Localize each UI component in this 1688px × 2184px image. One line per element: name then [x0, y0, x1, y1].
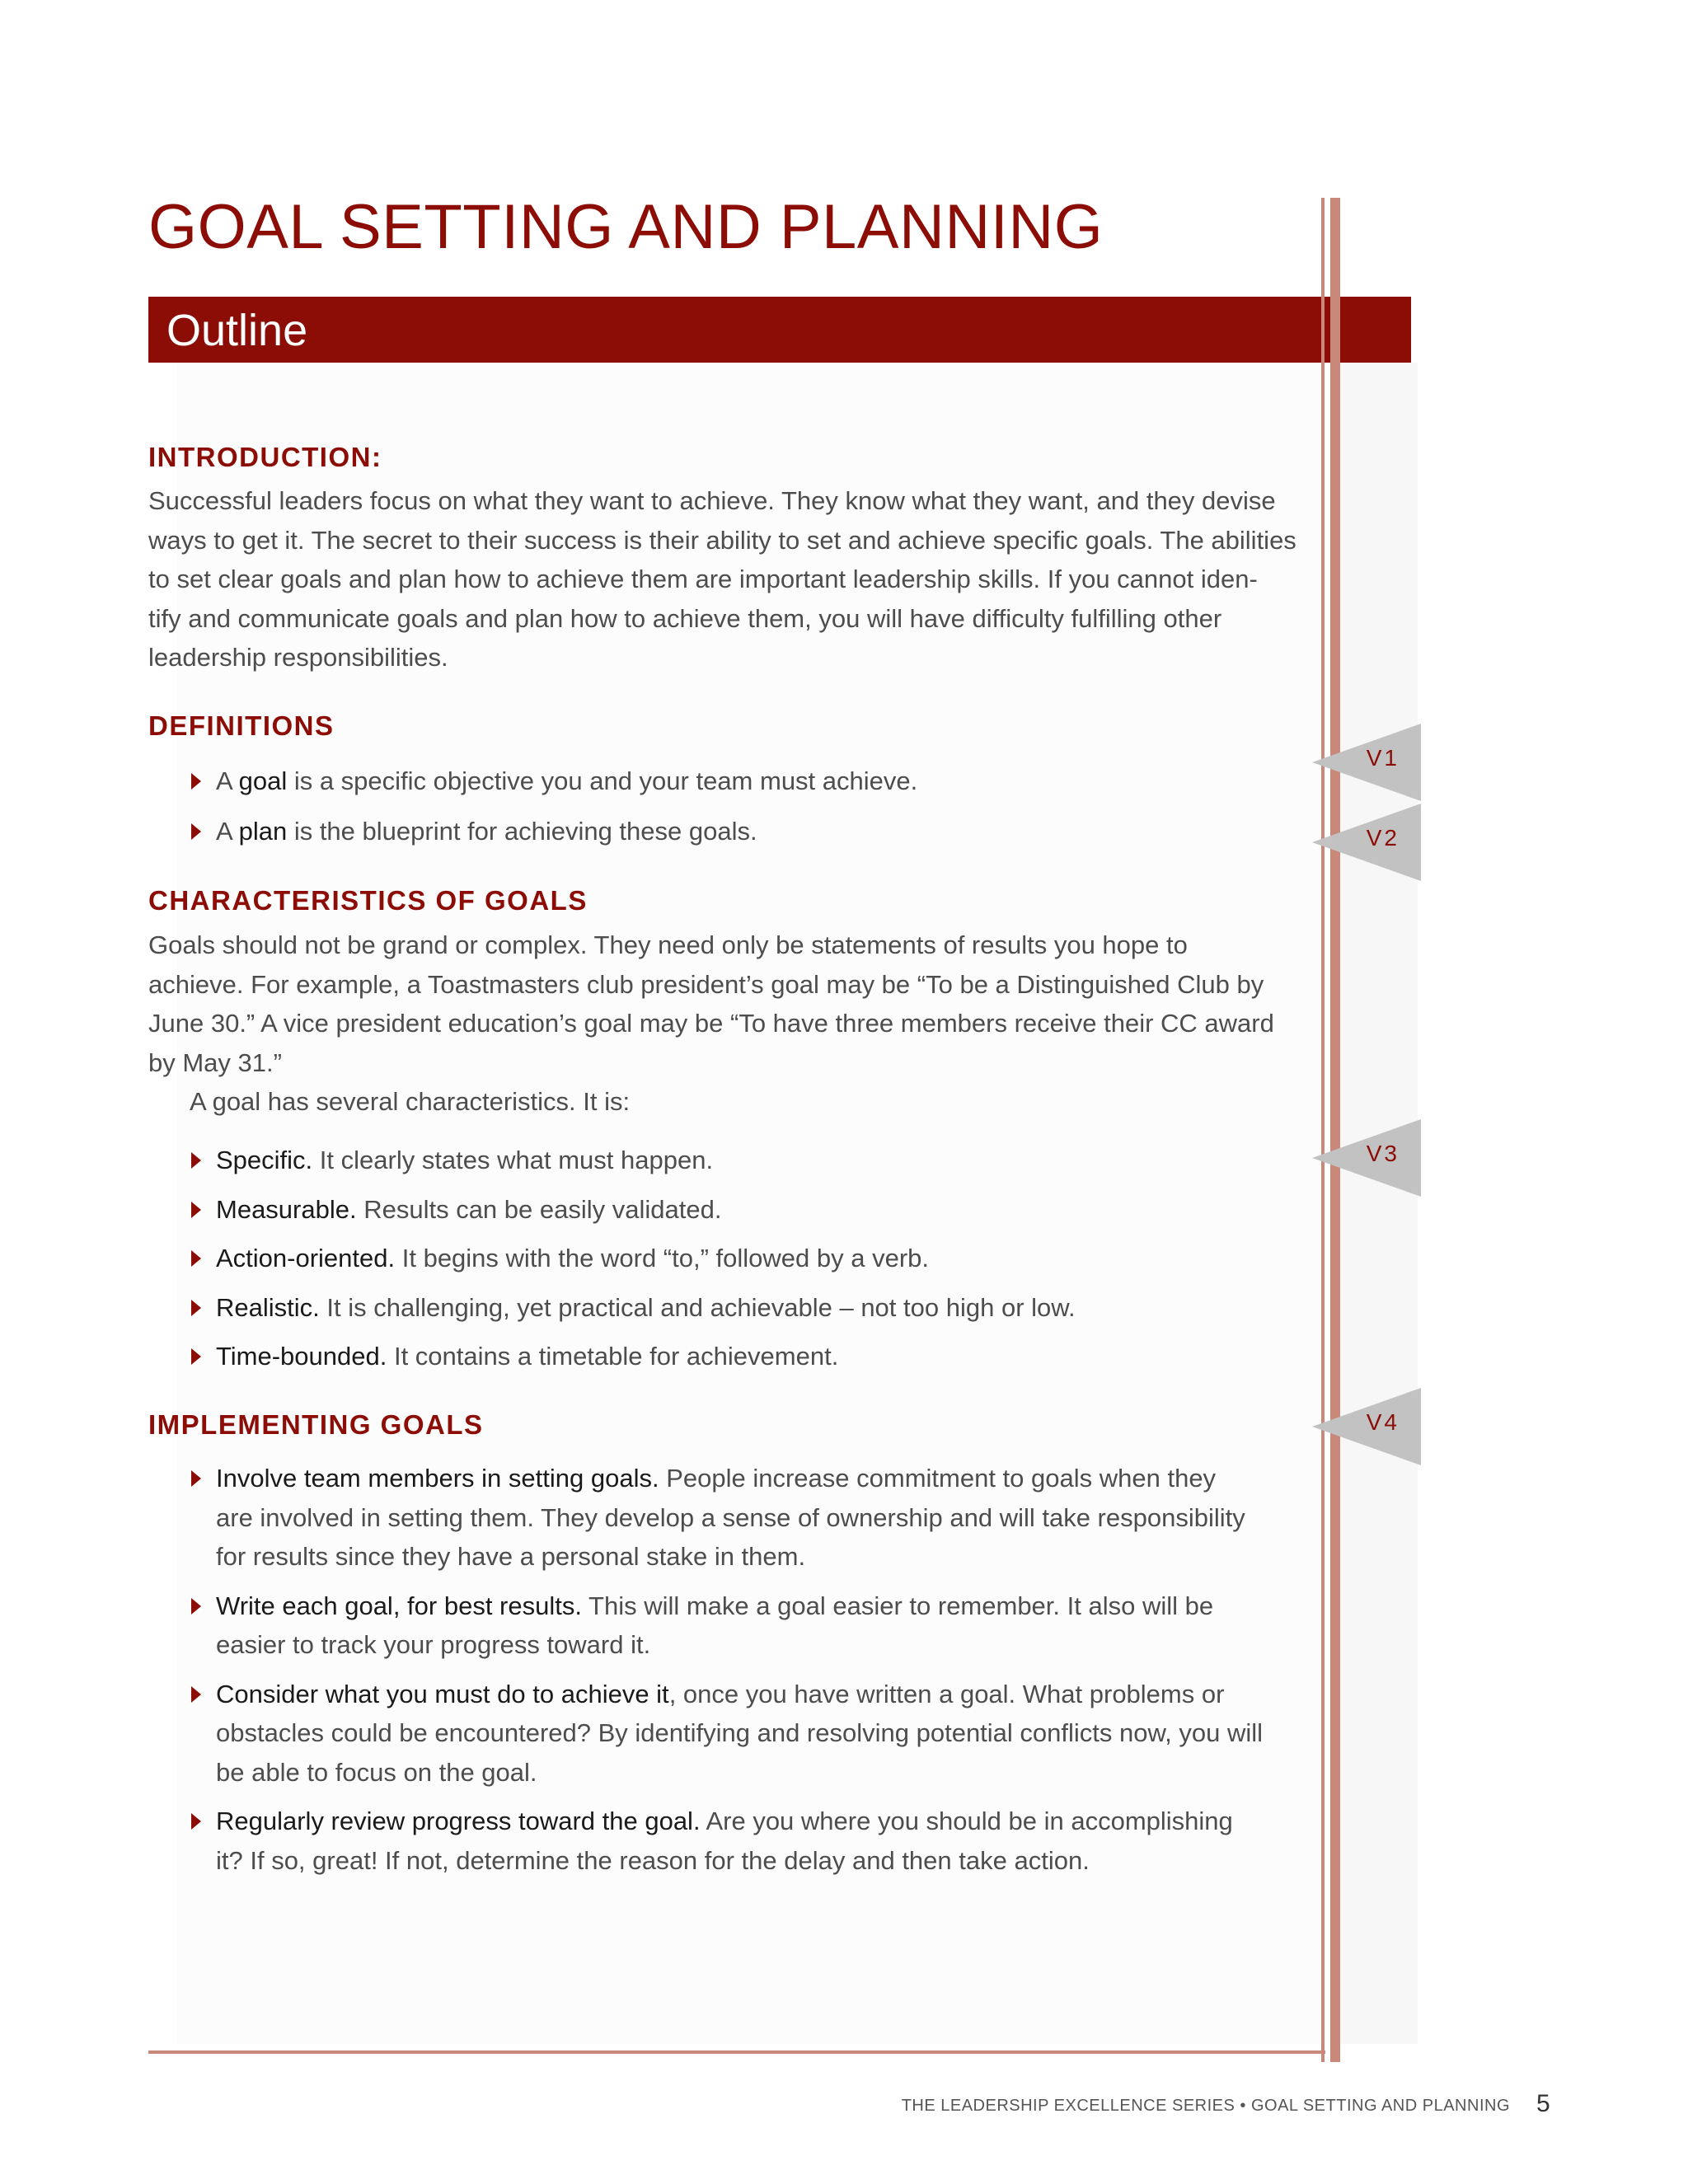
bullet-triangle-icon [191, 1152, 201, 1169]
introduction-line: to set clear goals and plan how to achieve them are important leadership skills. If you cannot iden- [148, 565, 1258, 593]
list-item: Regularly review progress toward the goal. Are you where you should be in accomplishing it? If so, great! If not, determine the reason for the delay and then take action. [190, 1802, 1302, 1880]
bottom-rule [148, 2050, 1325, 2054]
characteristics-line: achieve. For example, a Toastmasters club president’s goal may be “To be a Distinguished Club by [148, 969, 1264, 999]
footer-series-text: THE LEADERSHIP EXCELLENCE SERIES • GOAL SETTING AND PLANNING [901, 2097, 1510, 2115]
v2-marker-label: V2 [1366, 825, 1400, 851]
characteristics-line: Goals should not be grand or complex. They need only be statements of results you hope to [148, 930, 1188, 959]
characteristics-heading: CHARACTERISTICS OF GOALS [148, 885, 588, 916]
list-item: Involve team members in setting goals. People increase commitment to goals when they are involved in setting them. They develop a sense of ownership and will take responsibility for results since they have a personal stake in them. [190, 1459, 1302, 1577]
list-item: Consider what you must do to achieve it, once you have written a goal. What problems or obstacles could be encountered? By identifying and resolving potential conflicts now, you will be able to focus on the goal. [190, 1675, 1302, 1793]
v1-marker-label: V1 [1366, 745, 1400, 771]
outline-banner [148, 297, 1411, 363]
implementing-term: Regularly review progress toward the goal. [216, 1807, 701, 1835]
introduction-body [148, 481, 1302, 677]
implementing-term: Involve team members in setting goals. [216, 1464, 659, 1493]
bullet-triangle-icon [191, 1598, 201, 1615]
list-item: Action-oriented. It begins with the word “to,” followed by a verb. [190, 1239, 1302, 1278]
list-item: A goal is a specific objective you and your team must achieve. [190, 762, 1302, 801]
characteristics-list [190, 1141, 1302, 1376]
bullet-triangle-icon [191, 1202, 201, 1218]
bullet-triangle-icon [191, 1470, 201, 1487]
v3-marker-label: V3 [1366, 1141, 1400, 1166]
list-item: Specific. It clearly states what must happen. [190, 1141, 1302, 1180]
characteristics-line: by May 31.” [148, 1047, 282, 1077]
v4-marker [1312, 1388, 1421, 1465]
characteristics-line: June 30.” A vice president education’s goal may be “To have three members receive their CC award [148, 1009, 1274, 1038]
page-number: 5 [1536, 2090, 1550, 2117]
list-item: Time-bounded. It contains a timetable for achievement. [190, 1337, 1302, 1376]
bullet-triangle-icon [191, 823, 201, 840]
implementing-heading: IMPLEMENTING GOALS [148, 1409, 484, 1440]
characteristic-term: Action-oriented. [216, 1244, 396, 1272]
introduction-line: ways to get it. The secret to their success is their ability to set and achieve specific goals. The abilities [148, 525, 1296, 555]
characteristics-intro: A goal has several characteristics. It is: [190, 1087, 631, 1116]
outline-label: Outline [166, 306, 308, 355]
definition-term: plan [238, 816, 288, 846]
list-item: Realistic. It is challenging, yet practical and achievable – not too high or low. [190, 1288, 1302, 1328]
definition-term: goal [238, 766, 288, 795]
v3-marker [1312, 1119, 1421, 1197]
implementing-list [190, 1459, 1302, 1880]
characteristic-term: Time-bounded. [216, 1342, 387, 1371]
bullet-triangle-icon [191, 1300, 201, 1316]
introduction-line: tify and communicate goals and plan how to achieve them, you will have difficulty fulfilling other [148, 603, 1222, 633]
implementing-term: Write each goal, for best results. [216, 1591, 582, 1620]
characteristic-term: Measurable. [216, 1194, 357, 1224]
margin-panel [1335, 363, 1418, 2044]
v1-marker [1312, 724, 1421, 801]
definitions-heading: DEFINITIONS [148, 710, 335, 741]
introduction-heading: INTRODUCTION: [148, 442, 382, 472]
introduction-line: leadership responsibilities. [148, 643, 448, 672]
bullet-triangle-icon [191, 1250, 201, 1267]
bullet-triangle-icon [191, 773, 201, 790]
implementing-term: Consider what you must do to achieve it [216, 1679, 669, 1708]
introduction-line: Successful leaders focus on what they want to achieve. They know what they want, and they devise [148, 486, 1276, 515]
characteristics-body [148, 926, 1302, 1122]
characteristic-term: Realistic. [216, 1292, 320, 1322]
v4-marker-label: V4 [1366, 1409, 1400, 1435]
bullet-triangle-icon [191, 1348, 201, 1365]
list-item: A plan is the blueprint for achieving these goals. [190, 812, 1302, 851]
definitions-list [190, 762, 1302, 851]
page-title: GOAL SETTING AND PLANNING [148, 192, 1104, 262]
characteristic-term: Specific. [216, 1146, 313, 1174]
bullet-triangle-icon [191, 1813, 201, 1830]
v2-marker [1312, 804, 1421, 881]
list-item: Write each goal, for best results. This will make a goal easier to remember. It also will be easier to track your progress toward it. [190, 1586, 1302, 1665]
bullet-triangle-icon [191, 1686, 201, 1703]
list-item: Measurable. Results can be easily validated. [190, 1190, 1302, 1230]
